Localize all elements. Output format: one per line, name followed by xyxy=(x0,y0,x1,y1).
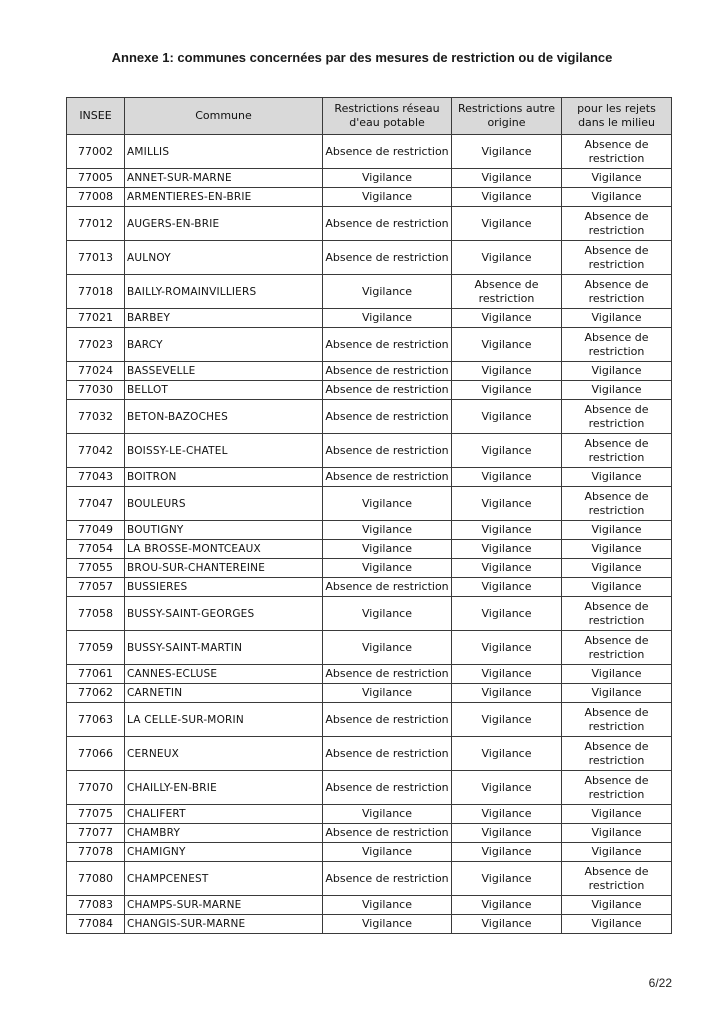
cell-insee: 77070 xyxy=(67,771,125,805)
cell-commune: BOITRON xyxy=(125,468,323,487)
cell-restriction-reseau: Absence de restriction xyxy=(323,468,452,487)
table-body xyxy=(67,135,672,934)
cell-rejets-milieu: Absence de restriction xyxy=(562,275,672,309)
cell-rejets-milieu: Vigilance xyxy=(562,915,672,934)
header-insee: INSEE xyxy=(67,98,125,135)
cell-restriction-autre: Vigilance xyxy=(452,631,562,665)
cell-restriction-reseau: Absence de restriction xyxy=(323,207,452,241)
cell-rejets-milieu: Vigilance xyxy=(562,362,672,381)
cell-insee: 77042 xyxy=(67,434,125,468)
table-row xyxy=(67,434,672,468)
cell-restriction-autre: Vigilance xyxy=(452,578,562,597)
cell-insee: 77018 xyxy=(67,275,125,309)
cell-commune: CHALIFERT xyxy=(125,805,323,824)
table-row xyxy=(67,487,672,521)
table-row xyxy=(67,309,672,328)
header-restrictions-reseau: Restrictions réseau d'eau potable xyxy=(323,98,452,135)
cell-rejets-milieu: Absence de restriction xyxy=(562,862,672,896)
cell-restriction-reseau: Vigilance xyxy=(323,597,452,631)
cell-commune: CHAMPS-SUR-MARNE xyxy=(125,896,323,915)
cell-restriction-reseau: Vigilance xyxy=(323,915,452,934)
table-row xyxy=(67,824,672,843)
cell-restriction-reseau: Absence de restriction xyxy=(323,434,452,468)
cell-insee: 77054 xyxy=(67,540,125,559)
cell-commune: BARCY xyxy=(125,328,323,362)
table-row xyxy=(67,169,672,188)
cell-insee: 77062 xyxy=(67,684,125,703)
cell-restriction-reseau: Absence de restriction xyxy=(323,862,452,896)
cell-commune: CERNEUX xyxy=(125,737,323,771)
table-row xyxy=(67,521,672,540)
cell-restriction-autre: Vigilance xyxy=(452,703,562,737)
table-row xyxy=(67,400,672,434)
cell-restriction-reseau: Absence de restriction xyxy=(323,824,452,843)
cell-restriction-autre: Vigilance xyxy=(452,896,562,915)
cell-insee: 77005 xyxy=(67,169,125,188)
table-row xyxy=(67,135,672,169)
cell-rejets-milieu: Vigilance xyxy=(562,169,672,188)
cell-insee: 77059 xyxy=(67,631,125,665)
table-row xyxy=(67,805,672,824)
cell-restriction-reseau: Vigilance xyxy=(323,188,452,207)
cell-restriction-reseau: Absence de restriction xyxy=(323,381,452,400)
cell-insee: 77049 xyxy=(67,521,125,540)
cell-restriction-autre: Vigilance xyxy=(452,135,562,169)
cell-rejets-milieu: Absence de restriction xyxy=(562,703,672,737)
table-row xyxy=(67,896,672,915)
cell-restriction-autre: Vigilance xyxy=(452,684,562,703)
cell-restriction-reseau: Vigilance xyxy=(323,896,452,915)
cell-insee: 77083 xyxy=(67,896,125,915)
cell-insee: 77043 xyxy=(67,468,125,487)
cell-restriction-reseau: Absence de restriction xyxy=(323,771,452,805)
table-row xyxy=(67,665,672,684)
cell-insee: 77008 xyxy=(67,188,125,207)
cell-insee: 77013 xyxy=(67,241,125,275)
table-row xyxy=(67,275,672,309)
cell-commune: BAILLY-ROMAINVILLIERS xyxy=(125,275,323,309)
cell-rejets-milieu: Absence de restriction xyxy=(562,207,672,241)
cell-rejets-milieu: Absence de restriction xyxy=(562,487,672,521)
cell-insee: 77024 xyxy=(67,362,125,381)
cell-restriction-reseau: Vigilance xyxy=(323,309,452,328)
table-row xyxy=(67,597,672,631)
page-number: 6/22 xyxy=(648,976,672,990)
cell-restriction-autre: Vigilance xyxy=(452,824,562,843)
cell-restriction-autre: Vigilance xyxy=(452,737,562,771)
header-restrictions-autre: Restrictions autre origine xyxy=(452,98,562,135)
cell-restriction-autre: Vigilance xyxy=(452,915,562,934)
cell-restriction-autre: Vigilance xyxy=(452,521,562,540)
cell-restriction-autre: Absence de restriction xyxy=(452,275,562,309)
cell-insee: 77063 xyxy=(67,703,125,737)
cell-commune: ANNET-SUR-MARNE xyxy=(125,169,323,188)
cell-insee: 77002 xyxy=(67,135,125,169)
cell-rejets-milieu: Absence de restriction xyxy=(562,771,672,805)
cell-restriction-autre: Vigilance xyxy=(452,207,562,241)
cell-insee: 77078 xyxy=(67,843,125,862)
cell-commune: CHAILLY-EN-BRIE xyxy=(125,771,323,805)
cell-commune: CHAMPCENEST xyxy=(125,862,323,896)
cell-restriction-reseau: Absence de restriction xyxy=(323,328,452,362)
cell-commune: CHAMIGNY xyxy=(125,843,323,862)
cell-commune: AUGERS-EN-BRIE xyxy=(125,207,323,241)
cell-restriction-reseau: Vigilance xyxy=(323,540,452,559)
cell-restriction-autre: Vigilance xyxy=(452,309,562,328)
cell-rejets-milieu: Vigilance xyxy=(562,309,672,328)
cell-commune: BROU-SUR-CHANTEREINE xyxy=(125,559,323,578)
cell-commune: LA BROSSE-MONTCEAUX xyxy=(125,540,323,559)
cell-restriction-autre: Vigilance xyxy=(452,400,562,434)
cell-restriction-reseau: Absence de restriction xyxy=(323,241,452,275)
cell-restriction-reseau: Vigilance xyxy=(323,487,452,521)
cell-commune: BUSSY-SAINT-GEORGES xyxy=(125,597,323,631)
cell-insee: 77077 xyxy=(67,824,125,843)
table-row xyxy=(67,207,672,241)
cell-restriction-autre: Vigilance xyxy=(452,597,562,631)
cell-insee: 77012 xyxy=(67,207,125,241)
cell-rejets-milieu: Absence de restriction xyxy=(562,328,672,362)
cell-insee: 77047 xyxy=(67,487,125,521)
header-commune: Commune xyxy=(125,98,323,135)
cell-rejets-milieu: Vigilance xyxy=(562,824,672,843)
cell-insee: 77058 xyxy=(67,597,125,631)
cell-restriction-autre: Vigilance xyxy=(452,468,562,487)
cell-restriction-autre: Vigilance xyxy=(452,381,562,400)
cell-restriction-reseau: Absence de restriction xyxy=(323,362,452,381)
table-row xyxy=(67,862,672,896)
cell-insee: 77021 xyxy=(67,309,125,328)
cell-rejets-milieu: Vigilance xyxy=(562,805,672,824)
cell-restriction-autre: Vigilance xyxy=(452,805,562,824)
table-row xyxy=(67,328,672,362)
cell-rejets-milieu: Absence de restriction xyxy=(562,434,672,468)
cell-commune: CHAMBRY xyxy=(125,824,323,843)
cell-insee: 77066 xyxy=(67,737,125,771)
cell-restriction-autre: Vigilance xyxy=(452,665,562,684)
cell-commune: LA CELLE-SUR-MORIN xyxy=(125,703,323,737)
cell-restriction-reseau: Absence de restriction xyxy=(323,135,452,169)
cell-rejets-milieu: Vigilance xyxy=(562,665,672,684)
cell-restriction-reseau: Vigilance xyxy=(323,684,452,703)
cell-restriction-autre: Vigilance xyxy=(452,328,562,362)
cell-restriction-reseau: Vigilance xyxy=(323,169,452,188)
communes-table xyxy=(66,97,672,934)
cell-restriction-autre: Vigilance xyxy=(452,862,562,896)
cell-commune: BOUTIGNY xyxy=(125,521,323,540)
cell-rejets-milieu: Absence de restriction xyxy=(562,400,672,434)
cell-commune: ARMENTIERES-EN-BRIE xyxy=(125,188,323,207)
cell-rejets-milieu: Vigilance xyxy=(562,540,672,559)
cell-restriction-reseau: Absence de restriction xyxy=(323,737,452,771)
cell-rejets-milieu: Absence de restriction xyxy=(562,631,672,665)
table-row xyxy=(67,684,672,703)
cell-restriction-autre: Vigilance xyxy=(452,559,562,578)
cell-restriction-autre: Vigilance xyxy=(452,843,562,862)
cell-restriction-autre: Vigilance xyxy=(452,771,562,805)
cell-commune: CANNES-ECLUSE xyxy=(125,665,323,684)
cell-commune: BELLOT xyxy=(125,381,323,400)
table-row xyxy=(67,241,672,275)
cell-commune: BOULEURS xyxy=(125,487,323,521)
cell-commune: BUSSY-SAINT-MARTIN xyxy=(125,631,323,665)
table-row xyxy=(67,468,672,487)
cell-restriction-autre: Vigilance xyxy=(452,434,562,468)
cell-insee: 77075 xyxy=(67,805,125,824)
table-row xyxy=(67,703,672,737)
cell-restriction-reseau: Vigilance xyxy=(323,631,452,665)
cell-commune: BUSSIERES xyxy=(125,578,323,597)
cell-rejets-milieu: Absence de restriction xyxy=(562,241,672,275)
cell-rejets-milieu: Vigilance xyxy=(562,559,672,578)
cell-rejets-milieu: Absence de restriction xyxy=(562,135,672,169)
cell-restriction-autre: Vigilance xyxy=(452,169,562,188)
cell-rejets-milieu: Absence de restriction xyxy=(562,737,672,771)
cell-rejets-milieu: Vigilance xyxy=(562,578,672,597)
cell-commune: AMILLIS xyxy=(125,135,323,169)
table-row xyxy=(67,737,672,771)
header-rejets-milieu: pour les rejets dans le milieu xyxy=(562,98,672,135)
cell-commune: BARBEY xyxy=(125,309,323,328)
cell-rejets-milieu: Vigilance xyxy=(562,381,672,400)
cell-commune: AULNOY xyxy=(125,241,323,275)
cell-insee: 77080 xyxy=(67,862,125,896)
cell-commune: BOISSY-LE-CHATEL xyxy=(125,434,323,468)
cell-restriction-autre: Vigilance xyxy=(452,487,562,521)
table-row xyxy=(67,540,672,559)
table-row xyxy=(67,915,672,934)
cell-restriction-reseau: Absence de restriction xyxy=(323,578,452,597)
table-row xyxy=(67,188,672,207)
table-row xyxy=(67,771,672,805)
cell-insee: 77084 xyxy=(67,915,125,934)
table-header-row xyxy=(67,98,672,135)
cell-insee: 77032 xyxy=(67,400,125,434)
cell-restriction-reseau: Vigilance xyxy=(323,843,452,862)
table-row xyxy=(67,843,672,862)
cell-restriction-reseau: Vigilance xyxy=(323,275,452,309)
cell-insee: 77023 xyxy=(67,328,125,362)
cell-restriction-reseau: Absence de restriction xyxy=(323,703,452,737)
cell-rejets-milieu: Vigilance xyxy=(562,843,672,862)
cell-commune: CARNETIN xyxy=(125,684,323,703)
cell-rejets-milieu: Vigilance xyxy=(562,521,672,540)
cell-restriction-autre: Vigilance xyxy=(452,362,562,381)
cell-restriction-reseau: Vigilance xyxy=(323,559,452,578)
cell-restriction-autre: Vigilance xyxy=(452,540,562,559)
cell-rejets-milieu: Vigilance xyxy=(562,468,672,487)
cell-restriction-reseau: Vigilance xyxy=(323,521,452,540)
cell-restriction-reseau: Absence de restriction xyxy=(323,665,452,684)
cell-restriction-autre: Vigilance xyxy=(452,188,562,207)
cell-rejets-milieu: Vigilance xyxy=(562,188,672,207)
cell-rejets-milieu: Absence de restriction xyxy=(562,597,672,631)
cell-insee: 77057 xyxy=(67,578,125,597)
cell-commune: BASSEVELLE xyxy=(125,362,323,381)
cell-restriction-reseau: Vigilance xyxy=(323,805,452,824)
cell-commune: BETON-BAZOCHES xyxy=(125,400,323,434)
table-row xyxy=(67,559,672,578)
table-row xyxy=(67,631,672,665)
cell-rejets-milieu: Vigilance xyxy=(562,896,672,915)
cell-insee: 77030 xyxy=(67,381,125,400)
cell-restriction-autre: Vigilance xyxy=(452,241,562,275)
table-row xyxy=(67,381,672,400)
table-row xyxy=(67,578,672,597)
cell-insee: 77055 xyxy=(67,559,125,578)
cell-insee: 77061 xyxy=(67,665,125,684)
document-title: Annexe 1: communes concernées par des mesures de restriction ou de vigilance xyxy=(111,50,613,65)
cell-commune: CHANGIS-SUR-MARNE xyxy=(125,915,323,934)
cell-restriction-reseau: Absence de restriction xyxy=(323,400,452,434)
cell-rejets-milieu: Vigilance xyxy=(562,684,672,703)
table-row xyxy=(67,362,672,381)
